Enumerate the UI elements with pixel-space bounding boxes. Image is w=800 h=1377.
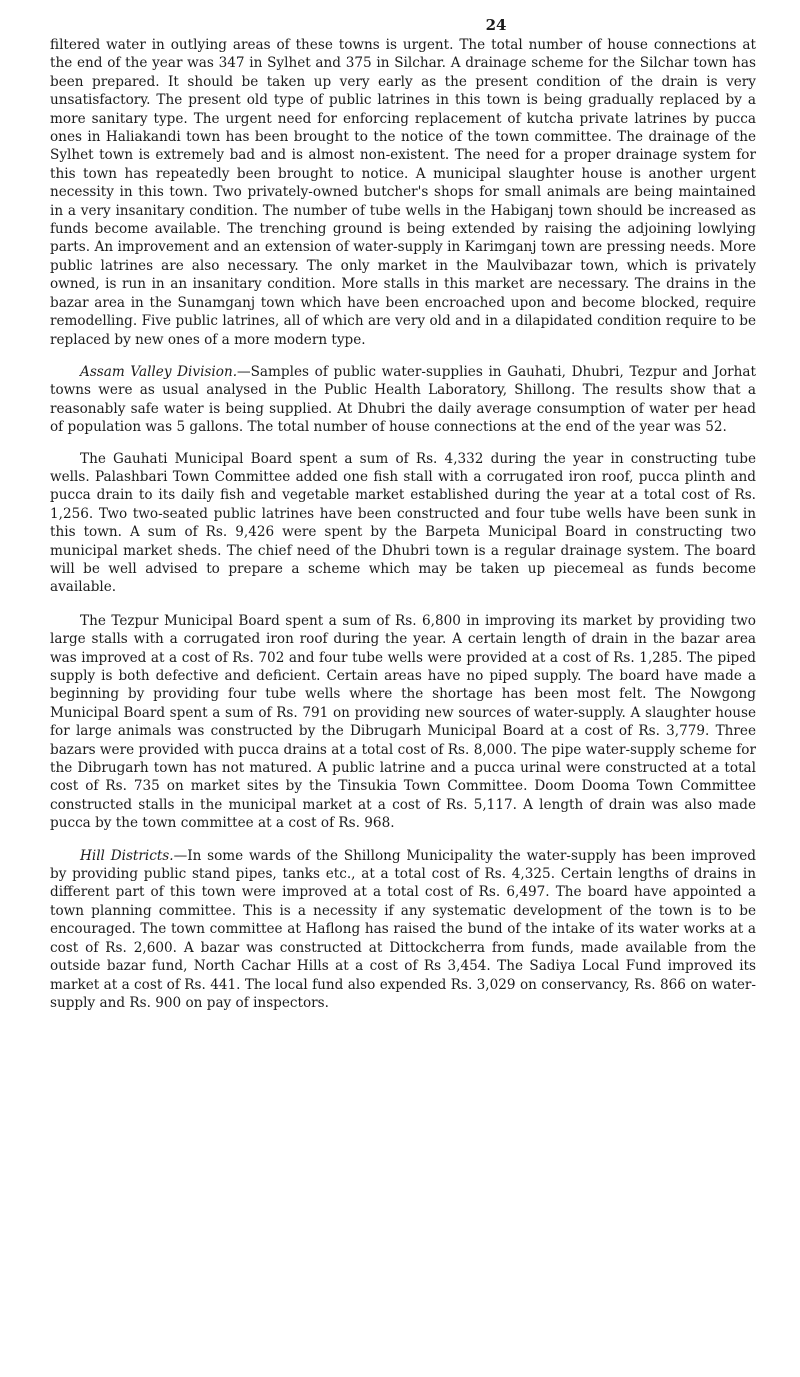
paragraph-text: filtered water in outlying areas of these towns is urgent. The total number of house connections at the end of the year was 347 in Sylhet and 375 in Silchar. A drainage scheme for the Silchar town has been prepared. It should be taken up very early as the present condition of the drain is very unsatisfactory. The present old type of public latrines in this town is being gradually replaced by a more sanitary type. The urgent need for enforcing replacement of kutcha private latrines by pucca ones in Haliakandi town has been brought to the notice of the town committee. The drainage of the Sylhet town is extremely bad and is almost non-existent. The need for a proper drainage system for this town has repeatedly been brought to notice. A municipal slaughter house is another urgent necessity in this town. Two privately-owned butcher's shops for small animals are being maintained in a very insanitary condition. The number of tube wells in the Habiganj town should be increased as funds become available. The trenching ground is being extended by raising the adjoining lowlying parts. An improvement and an extension of water-supply in Karimganj town are pressing needs. More public latrines are also necessary. The only market in the Maulvibazar town, which is privately owned, is run in an insanitary condition. More stalls in this market are necessary. The drains in the bazar area in the Sunamganj town which have been encroached upon and become blocked, require remodelling. Five public latrines, all of which are very old and in a dilapidated condition require to be replaced by new ones of a more modern type. xyxy=(50,37,756,348)
paragraph-surma-valley-towns xyxy=(50,36,756,349)
paragraph-text: —In some wards of the Shillong Municipality the water-supply has been improved by providing public stand pipes, tanks etc., at a total cost of Rs. 4,325. Certain lengths of drains in different part of this town were improved at a total cost of Rs. 6,497. The board have appointed a town planning committee. This is a necessity if any systematic development of the town is to be encouraged. The town committee at Haflong has raised the bund of the intake of its water works at a cost of Rs. 2,600. A bazar was constructed at Dittockcherra from funds, made available from the outside bazar fund, North Cachar Hills at a cost of Rs 3,454. The Sadiya Local Fund improved its market at a cost of Rs. 441. The local fund also expended Rs. 3,029 on conservancy, Rs. 866 on water-supply and Rs. 900 on pay of inspectors. xyxy=(50,847,756,1011)
paragraph-tezpur-dibrugarh xyxy=(50,612,756,833)
paragraph-text: The Tezpur Municipal Board spent a sum of Rs. 6,800 in improving its market by providing two large stalls with a corrugated iron roof during the year. A certain length of drain in the bazar area was improved at a cost of Rs. 702 and four tube wells were provided at a cost of Rs. 1,285. The piped supply is both defective and deficient. Certain areas have no piped supply. The board have made a beginning by providing four tube wells where the shortage has been most felt. The Nowgong Municipal Board spent a sum of Rs. 791 on providing new sources of water-supply. A slaughter house for large animals was constructed by the Dibrugarh Municipal Board at a cost of Rs. 3,779. Three bazars were provided with pucca drains at a total cost of Rs. 8,000. The pipe water-supply scheme for the Dibrugarh town has not matured. A public latrine and a pucca urinal were constructed at a total cost of Rs. 735 on market sites by the Tinsukia Town Committee. Doom Dooma Town Committee constructed stalls in the municipal market at a cost of Rs. 5,117. A length of drain was also made pucca by the town committee at a cost of Rs. 968. xyxy=(50,612,756,832)
paragraph-hill-districts xyxy=(50,847,756,1013)
page-number: 24 xyxy=(485,16,507,34)
paragraph-gauhati-dhubri xyxy=(50,450,756,597)
paragraph-text: The Gauhati Municipal Board spent a sum of Rs. 4,332 during the year in constructing tube wells. Palashbari Town Committee added one fish stall with a corrugated iron roof, pucca plinth and pucca drain to its daily fish and vegetable market established during the year at a total cost of Rs. 1,256. Two two-seated public latrines have been constructed and four tube wells have been sunk in this town. A sum of Rs. 9,426 were spent by the Barpeta Municipal Board in constructing two municipal market sheds. The chief need of the Dhubri town is a regular drainage system. The board will be well advised to prepare a scheme which may be taken up piecemeal as funds become available. xyxy=(50,450,756,596)
section-heading-hill-districts: Hill Districts. xyxy=(80,847,174,864)
section-heading-assam-valley: Assam Valley Division. xyxy=(80,363,238,380)
paragraph-assam-valley-division xyxy=(50,363,756,437)
document-page xyxy=(50,14,756,1012)
paragraph-text: —Samples of public water-supplies in Gauhati, Dhubri, Tezpur and Jorhat towns were as usual analysed in the Public Health Laboratory, Shillong. The results show that a reasonably safe water is being supplied. At Dhubri the daily average consumption of water per head of population was 5 gallons. The total number of house connections at the end of the year was 52. xyxy=(50,363,756,436)
